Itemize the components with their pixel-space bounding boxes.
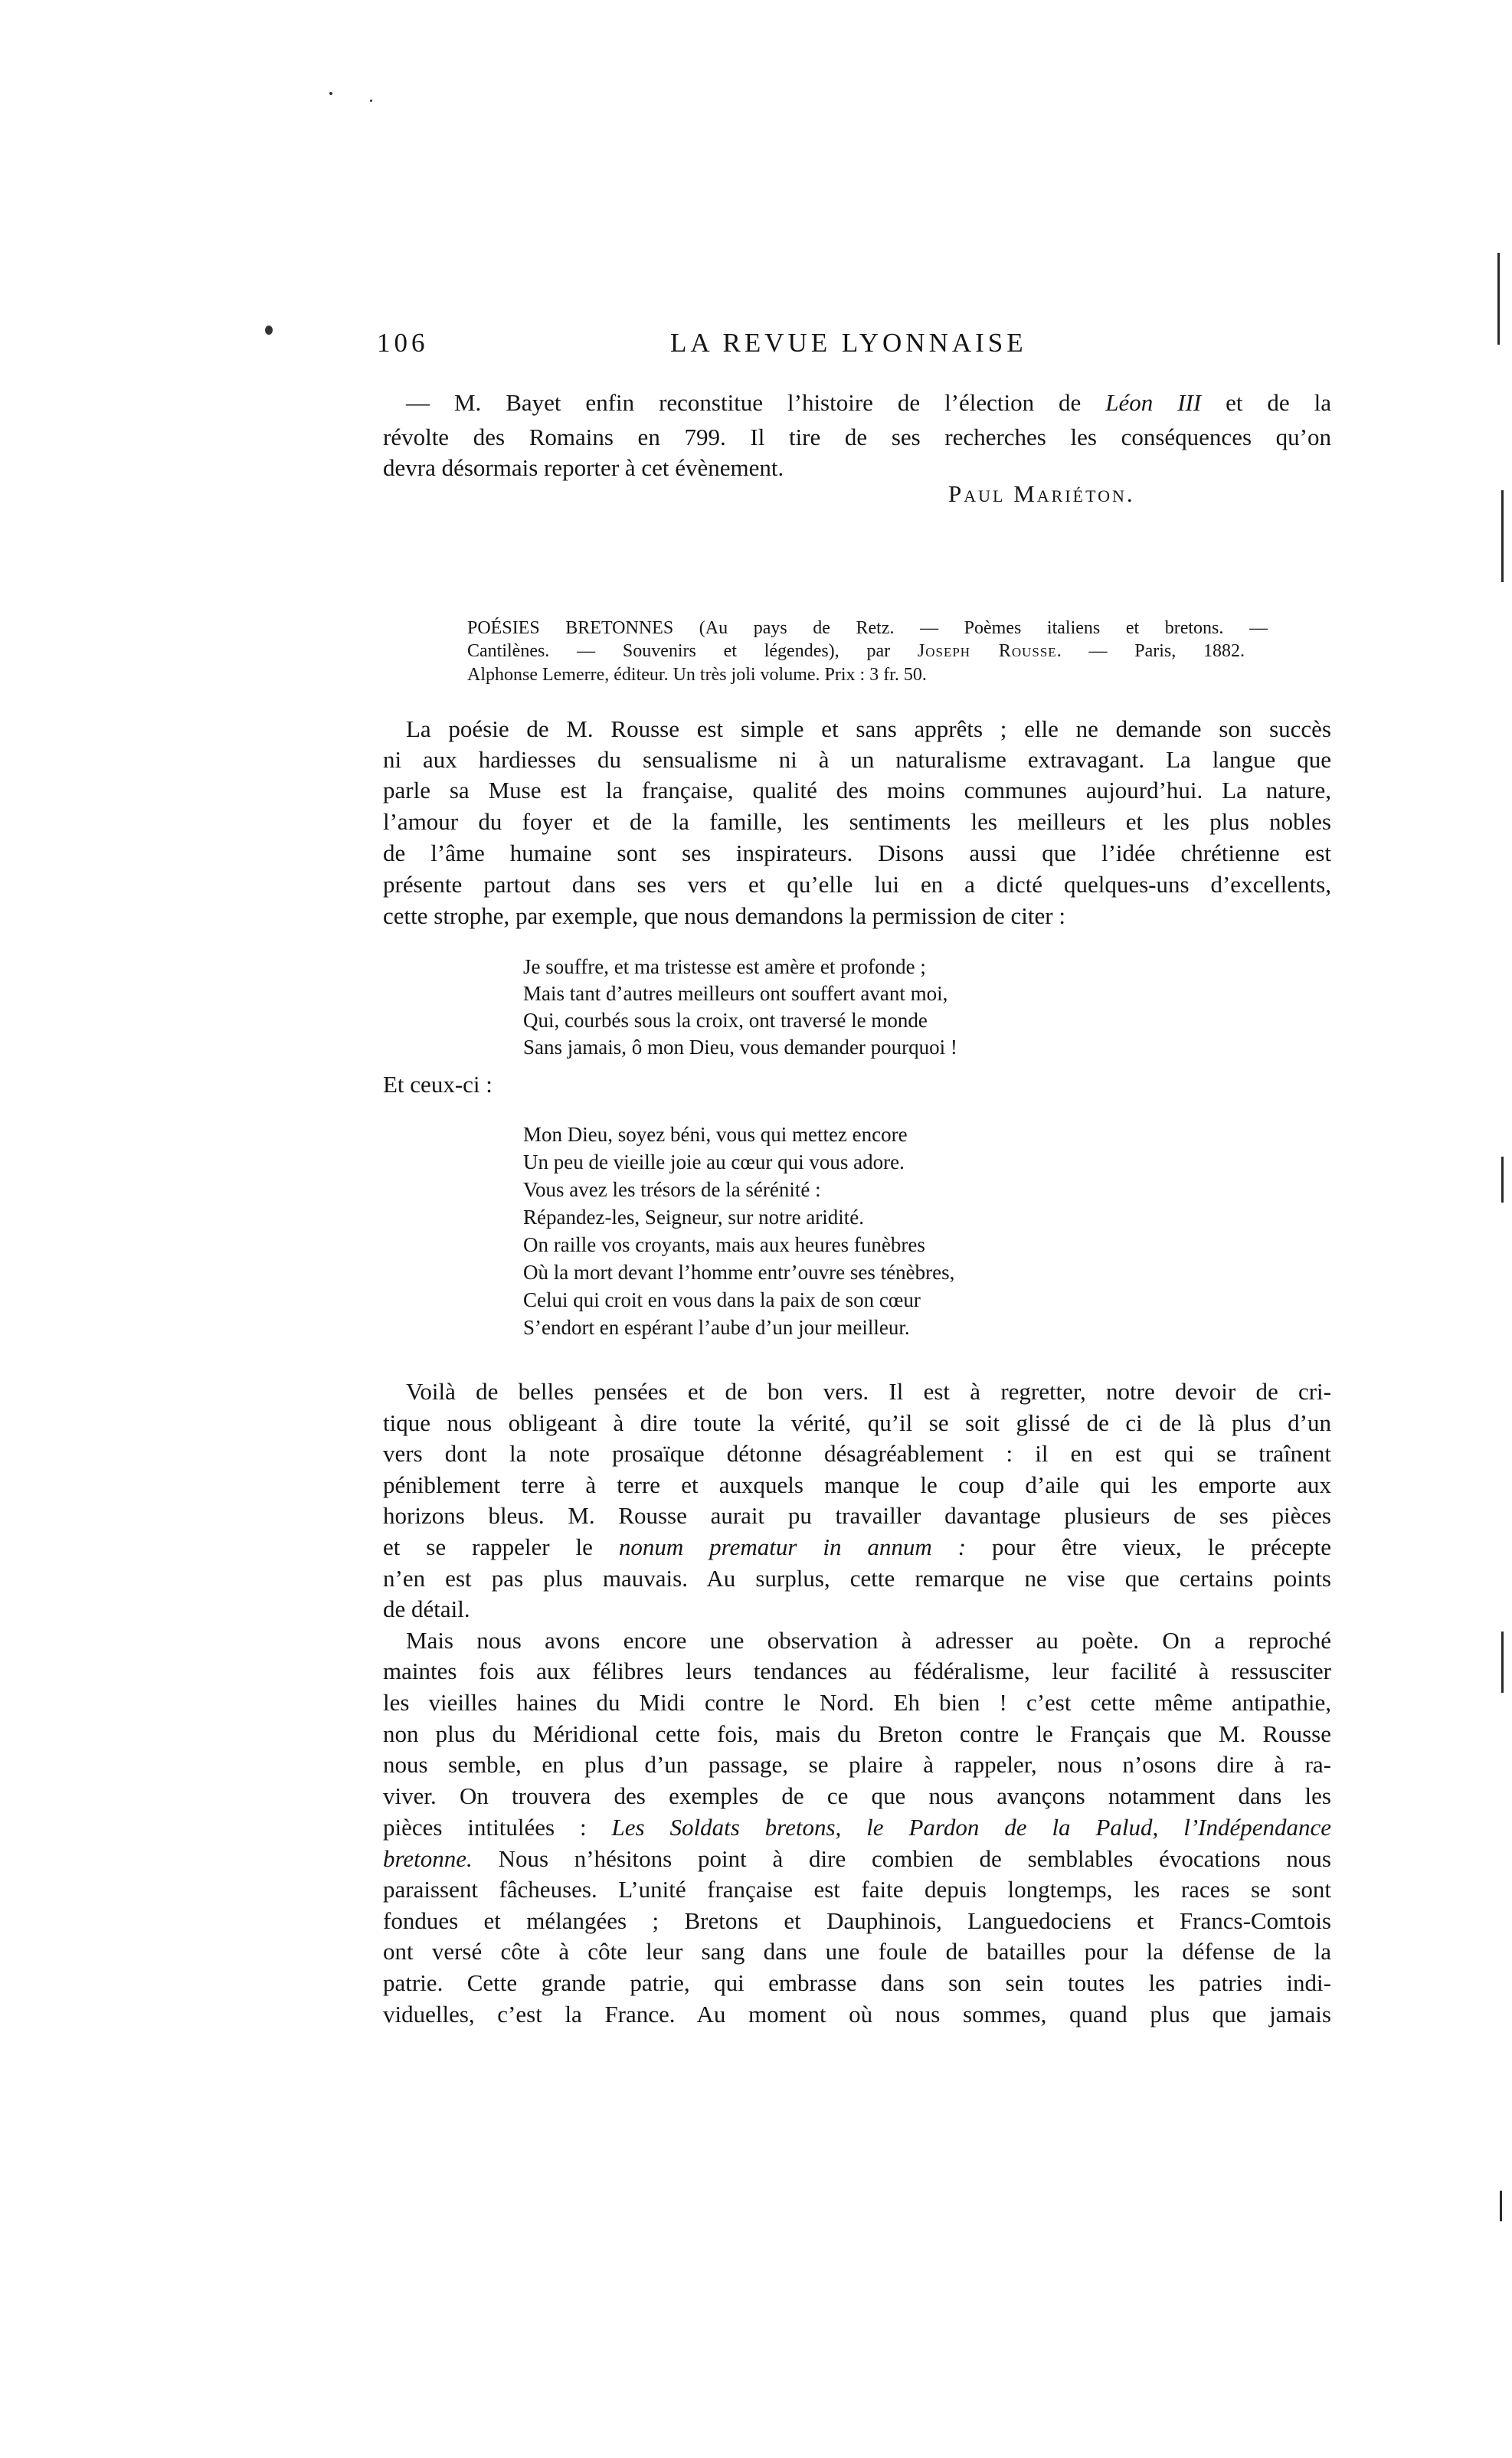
text-line: pièces intitulées : Les Soldats bretons, le Pardon de la Palud, l’Indépendance [383, 1814, 1331, 1841]
verse-line: Vous avez les trésors de la sérénité : [523, 1178, 821, 1201]
text-line: Mais nous avons encore une observation à adresser au poète. On a reproché [406, 1627, 1331, 1654]
text-line: nous semble, en plus d’un passage, se plaire à rappeler, nous n’osons dire à ra- [383, 1751, 1331, 1778]
verse-line: Répandez-les, Seigneur, sur notre aridité. [523, 1206, 865, 1229]
text-line: cette strophe, par exemple, que nous demandons la permission de citer : [383, 902, 1065, 929]
text-line: horizons bleus. M. Rousse aurait pu travailler davantage plusieurs de ses pièces [383, 1502, 1331, 1529]
poem-titles: Les Soldats bretons, le Pardon de la Palud, l’Indépendance [611, 1814, 1331, 1841]
text-line: devra désormais reporter à cet évènement. [383, 454, 784, 481]
page-number: 106 [377, 328, 429, 358]
scan-speck [370, 100, 372, 102]
scan-edge-mark [1501, 1157, 1504, 1203]
text-line: révolte des Romains en 799. Il tire de ses recherches les conséquences qu’on [383, 424, 1331, 450]
text-line: Voilà de belles pensées et de bon vers. Il est à regretter, notre devoir de cri- [406, 1378, 1331, 1405]
text-line: paraissent fâcheuses. L’unité française est faite depuis longtemps, les races se sont [383, 1876, 1331, 1903]
verse-line: Sans jamais, ô mon Dieu, vous demander pourquoi ! [523, 1036, 957, 1059]
text-line: parle sa Muse est la française, qualité des moins communes aujourd’hui. La nature, [383, 777, 1331, 804]
text-line: bretonne. Nous n’hésitons point à dire combien de semblables évocations nous [383, 1845, 1331, 1872]
text-line: fondues et mélangées ; Bretons et Dauphinois, Languedociens et Francs-Comtois [383, 1907, 1331, 1934]
verse-line: Qui, courbés sous la croix, ont traversé le monde [523, 1009, 928, 1032]
et-ceux-ci-label: Et ceux-ci : [383, 1071, 493, 1098]
text-line: ont versé côte à côte leur sang dans une foule de batailles pour la défense de la [383, 1938, 1331, 1965]
book-entry-line: Cantilènes. — Souvenirs et légendes), par Joseph Rousse. — Paris, 1882. [467, 641, 1245, 661]
text-line: La poésie de M. Rousse est simple et sans apprêts ; elle ne demande son succès [406, 715, 1331, 742]
text-line: viduelles, c’est la France. Au moment où nous sommes, quand plus que jamais [383, 2001, 1331, 2028]
book-entry-line: POÉSIES BRETONNES (Au pays de Retz. — Poèmes italiens et bretons. — [467, 618, 1268, 638]
text-line: n’en est pas plus mauvais. Au surplus, cette remarque ne vise que certains points [383, 1565, 1331, 1592]
text-line: viver. On trouvera des exemples de ce que nous avançons notamment dans les [383, 1782, 1331, 1809]
text-line: de l’âme humaine sont ses inspirateurs. Disons aussi que l’idée chrétienne est [383, 840, 1331, 866]
text-line: péniblement terre à terre et auxquels manque le coup d’aile qui les emporte aux [383, 1471, 1331, 1498]
verse-line: Un peu de vieille joie au cœur qui vous adore. [523, 1150, 905, 1173]
text-line: et se rappeler le nonum prematur in annum : pour être vieux, le précepte [383, 1533, 1331, 1560]
text-line: ni aux hardiesses du sensualisme ni à un naturalisme extravagant. La langue que [383, 746, 1331, 773]
verse-line: Mais tant d’autres meilleurs ont souffert avant moi, [523, 982, 948, 1005]
text-line: de détail. [383, 1596, 470, 1622]
italic-title: Léon III [1105, 389, 1202, 416]
verse-line: Mon Dieu, soyez béni, vous qui mettez encore [523, 1123, 908, 1146]
verse-line: On raille vos croyants, mais aux heures funèbres [523, 1233, 925, 1256]
text-line: — M. Bayet enfin reconstitue l’histoire de l’élection de Léon III et de la [406, 389, 1331, 416]
running-title: LA REVUE LYONNAISE [670, 328, 1027, 358]
poem-titles: bretonne. [383, 1845, 473, 1872]
scan-speck [329, 92, 332, 95]
text-line: patrie. Cette grande patrie, qui embrasse dans son sein toutes les patries indi- [383, 1969, 1331, 1996]
text-line: tique nous obligeant à dire toute la vérité, qu’il se soit glissé de ci de là plus d’un [383, 1409, 1331, 1436]
text-line: les vieilles haines du Midi contre le Nord. Eh bien ! c’est cette même antipathie, [383, 1689, 1331, 1716]
scan-edge-mark [1497, 253, 1500, 345]
scan-edge-mark [1501, 490, 1504, 582]
book-author: Joseph Rousse [917, 641, 1057, 661]
scan-edge-mark [1500, 2191, 1502, 2221]
verse-line: Je souffre, et ma tristesse est amère et profonde ; [523, 955, 926, 978]
latin-quote: nonum prematur in annum : [618, 1533, 967, 1560]
scan-speck [265, 326, 273, 335]
author-signature: Paul Mariéton. [948, 480, 1135, 507]
text-line: vers dont la note prosaïque détonne désagréablement : il en est qui se traînent [383, 1440, 1331, 1467]
text-line: l’amour du foyer et de la famille, les sentiments les meilleurs et les plus nobles [383, 808, 1331, 835]
text-line: présente partout dans ses vers et qu’elle lui en a dicté quelques-uns d’excellents, [383, 871, 1331, 898]
verse-line: S’endort en espérant l’aube d’un jour meilleur. [523, 1316, 910, 1339]
book-entry-line: Alphonse Lemerre, éditeur. Un très joli volume. Prix : 3 fr. 50. [467, 665, 927, 685]
verse-line: Où la mort devant l’homme entr’ouvre ses ténèbres, [523, 1261, 955, 1284]
scan-edge-mark [1501, 1632, 1504, 1693]
text-line: maintes fois aux félibres leurs tendances au fédéralisme, leur facilité à ressusciter [383, 1658, 1331, 1684]
text-line: non plus du Méridional cette fois, mais du Breton contre le Français que M. Rousse [383, 1720, 1331, 1747]
verse-line: Celui qui croit en vous dans la paix de son cœur [523, 1288, 921, 1311]
